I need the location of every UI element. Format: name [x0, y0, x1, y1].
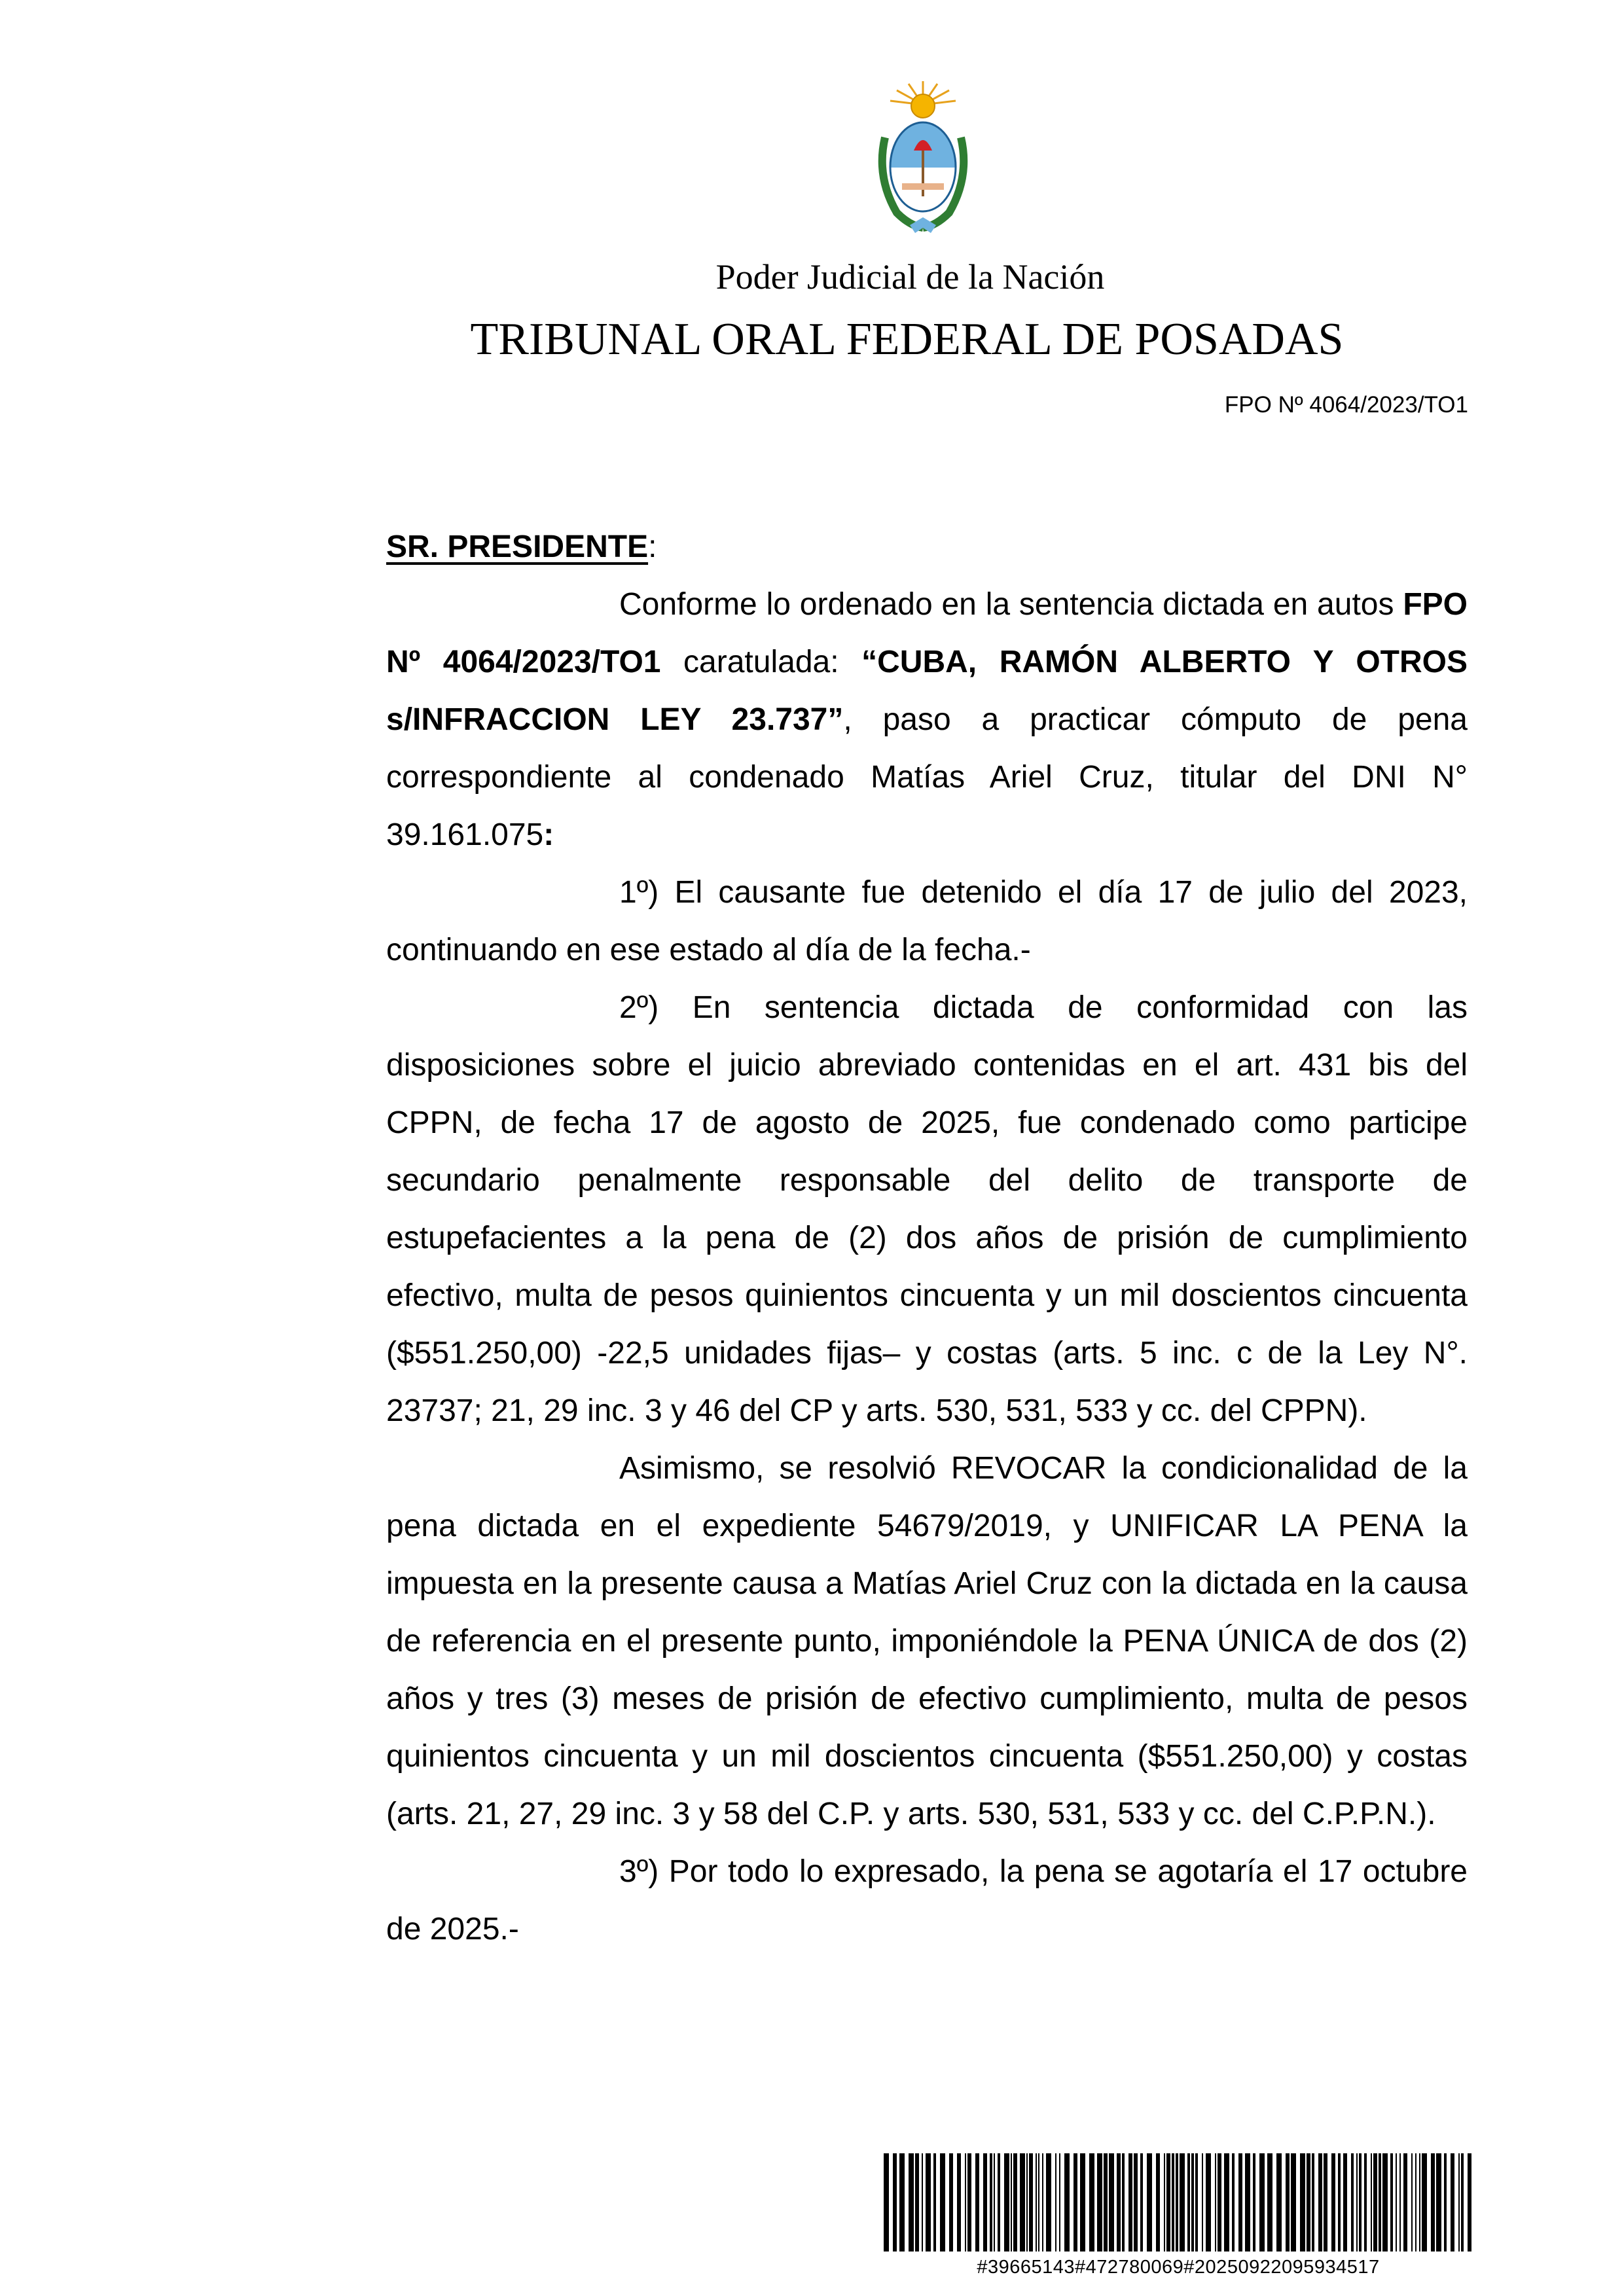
barcode-icon — [884, 2153, 1473, 2251]
point-3-paragraph: 3º) Por todo lo expresado, la pena se agotaría el 17 octubre de 2025.- — [386, 1854, 1468, 1946]
salutation: SR. PRESIDENTE — [386, 529, 649, 564]
intro-end: : — [543, 817, 554, 852]
institution-name: Poder Judicial de la Nación — [715, 257, 1105, 296]
salutation-line — [386, 518, 1468, 576]
argentina-coat-of-arms-icon — [871, 79, 975, 236]
barcode-id: #39665143#472780069#20250922095934517 — [977, 2257, 1380, 2278]
point-2-paragraph: 2º) En sentencia dictada de conformidad con las disposiciones sobre el juicio abreviado contenidas en el art. 431 bis del CPPN, de fecha 17 de agosto de 2025, fue condenado como participe secundario penalmente responsable del delito de transporte de estupefacientes a la pena de (2) dos años de prisión de cumplimiento efectivo, multa de pesos quinientos cincuenta y un mil doscientos cincuenta ($551.250,00) -22,5 unidades fijas– y costas (arts. 5 inc. c de la Ley N°. 23737; 21, 29 inc. 3 y 46 del CP y arts. 530, 531, 533 y cc. del CPPN). — [386, 990, 1468, 1428]
intro-mid: caratulada: — [660, 645, 862, 679]
court-name: TRIBUNAL ORAL FEDERAL DE POSADAS — [470, 314, 1344, 365]
document-body — [386, 518, 1468, 1958]
intro-rest: , paso a practicar cómputo de pena correspondiente al condenado Matías Ariel Cruz, titular del DNI N° 39.161.075 — [386, 702, 1468, 852]
salutation-colon: : — [648, 529, 657, 564]
case-title: “CUBA, RAMÓN ALBERTO Y OTROS s/INFRACCION LEY 23.737” — [386, 645, 1468, 737]
asimismo-paragraph: Asimismo, se resolvió REVOCAR la condicionalidad de la pena dictada en el expediente 54679/2019, y UNIFICAR LA PENA la impuesta en la presente causa a Matías Ariel Cruz con la dictada en la causa de referencia en el presente punto, imponiéndole la PENA ÚNICA de dos (2) años y tres (3) meses de prisión de efectivo cumplimiento, multa de pesos quinientos cincuenta y un mil doscientos cincuenta ($551.250,00) y costas (arts. 21, 27, 29 inc. 3 y 58 del C.P. y arts. 530, 531, 533 y cc. del C.P.P.N.). — [386, 1451, 1468, 1831]
file-reference: FPO Nº 4064/2023/TO1 — [1224, 392, 1468, 418]
case-number: FPO Nº 4064/2023/TO1 — [386, 587, 1468, 679]
barcode-block — [884, 2153, 1473, 2279]
intro-paragraph — [386, 576, 1468, 864]
intro-lead: Conforme lo ordenado en la sentencia dictada en autos — [619, 587, 1403, 622]
point-1-paragraph: 1º) El causante fue detenido el día 17 de julio del 2023, continuando en ese estado al día de la fecha.- — [386, 875, 1468, 967]
